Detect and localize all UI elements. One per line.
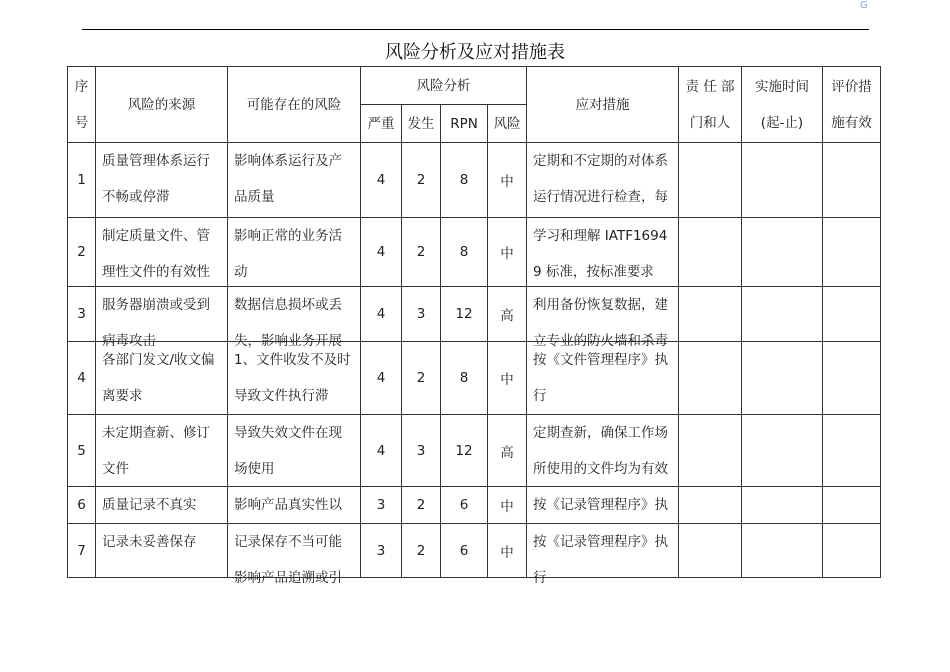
table-row xyxy=(68,524,881,578)
measures-cell xyxy=(527,524,679,586)
risk-source-cell xyxy=(96,524,228,578)
occurrence: 2 xyxy=(402,524,441,578)
risk-table xyxy=(67,66,881,586)
header-impl-time-line1: 实施时间 xyxy=(755,78,809,95)
risk-level: 高 xyxy=(488,415,527,487)
measures: 按《记录管理程序》执行 xyxy=(533,534,668,586)
evaluation xyxy=(823,342,881,415)
responsible xyxy=(679,487,742,524)
possible-risk-cell xyxy=(228,524,361,586)
possible-risk: 影响正常的业务活动 xyxy=(234,228,342,280)
rpn: 8 xyxy=(441,218,488,287)
possible-risk: 影响产品真实性以 xyxy=(234,497,342,513)
possible-risk-cell xyxy=(228,342,361,415)
row-number: 1 xyxy=(68,143,96,218)
implementation-time xyxy=(742,218,823,287)
implementation-time xyxy=(742,524,823,578)
risk-source-cell xyxy=(96,143,228,218)
header-risk-analysis: 风险分析 xyxy=(361,67,527,105)
implementation-time xyxy=(742,143,823,218)
implementation-time xyxy=(742,415,823,487)
rpn: 8 xyxy=(441,342,488,415)
measures: 学习和理解 IATF16949 标准，按标准要求 xyxy=(533,228,668,280)
rpn: 6 xyxy=(441,524,488,578)
row-number: 2 xyxy=(68,218,96,287)
header-evaluation-line2: 施有效 xyxy=(831,114,872,131)
header-measures: 应对措施 xyxy=(527,67,679,143)
responsible xyxy=(679,287,742,342)
measures-cell xyxy=(527,287,679,349)
header-row-1 xyxy=(68,67,881,105)
evaluation xyxy=(823,287,881,342)
header-evaluation xyxy=(823,67,881,143)
occurrence: 2 xyxy=(402,342,441,415)
risk-source-cell xyxy=(96,487,228,524)
measures-cell xyxy=(527,143,679,218)
occurrence: 3 xyxy=(402,287,441,342)
row-number: 3 xyxy=(68,287,96,342)
severity: 3 xyxy=(361,524,402,578)
header-impl-time-line2: (起-止) xyxy=(760,114,804,131)
header-risk: 风险 xyxy=(488,105,527,143)
implementation-time xyxy=(742,487,823,524)
evaluation xyxy=(823,487,881,524)
header-possible-risk: 可能存在的风险 xyxy=(228,67,361,143)
header-evaluation-line1: 评价措 xyxy=(831,78,872,95)
row-number: 6 xyxy=(68,487,96,524)
severity: 3 xyxy=(361,487,402,524)
table-row xyxy=(68,487,881,524)
page-title: 风险分析及应对措施表 xyxy=(385,42,565,63)
responsible xyxy=(679,143,742,218)
occurrence: 2 xyxy=(402,487,441,524)
risk-level: 中 xyxy=(488,218,527,287)
table-row xyxy=(68,415,881,487)
measures: 定期和不定期的对体系运行情况进行检查，每 xyxy=(533,153,668,205)
measures: 按《文件管理程序》执行 xyxy=(533,352,668,404)
row-number: 4 xyxy=(68,342,96,415)
measures-cell xyxy=(527,218,679,287)
table-row xyxy=(68,143,881,218)
possible-risk: 影响体系运行及产品质量 xyxy=(234,153,342,205)
top-rule xyxy=(82,29,869,30)
evaluation xyxy=(823,218,881,287)
possible-risk-cell xyxy=(228,218,361,287)
occurrence: 2 xyxy=(402,218,441,287)
risk-source: 记录未妥善保存 xyxy=(102,534,197,550)
measures-cell xyxy=(527,415,679,487)
measures: 定期查新，确保工作场所使用的文件均为有效 xyxy=(533,425,668,477)
evaluation xyxy=(823,415,881,487)
risk-source-cell xyxy=(96,287,228,349)
table-row xyxy=(68,342,881,415)
corner-mark: G xyxy=(860,0,868,11)
header-source: 风险的来源 xyxy=(96,67,228,143)
rpn: 8 xyxy=(441,143,488,218)
rpn: 6 xyxy=(441,487,488,524)
risk-level: 中 xyxy=(488,143,527,218)
severity: 4 xyxy=(361,415,402,487)
risk-source: 质量管理体系运行不畅或停滞 xyxy=(102,153,210,205)
table-row xyxy=(68,287,881,342)
possible-risk: 导致失效文件在现场使用 xyxy=(234,425,342,477)
risk-source: 服务器崩溃或受到病毒攻击 xyxy=(102,297,210,349)
possible-risk-cell xyxy=(228,143,361,218)
header-seq xyxy=(68,67,96,143)
header-responsible-line1: 责 任 部 xyxy=(685,78,735,95)
measures-cell xyxy=(527,342,679,415)
possible-risk-cell xyxy=(228,487,361,524)
severity: 4 xyxy=(361,287,402,342)
row-number: 7 xyxy=(68,524,96,578)
header-impl-time xyxy=(742,67,823,143)
severity: 4 xyxy=(361,218,402,287)
possible-risk-cell xyxy=(228,415,361,487)
possible-risk: 记录保存不当可能影响产品追溯或引 xyxy=(234,534,342,586)
table-row xyxy=(68,218,881,287)
occurrence: 2 xyxy=(402,143,441,218)
row-number: 5 xyxy=(68,415,96,487)
risk-source-cell xyxy=(96,415,228,487)
risk-source: 未定期查新、修订文件 xyxy=(102,425,210,477)
risk-source: 各部门发文/收文偏离要求 xyxy=(102,352,215,404)
evaluation xyxy=(823,524,881,578)
header-rpn: RPN xyxy=(441,105,488,143)
header-occurrence: 发生 xyxy=(402,105,441,143)
header-responsible xyxy=(679,67,742,143)
implementation-time xyxy=(742,342,823,415)
rpn: 12 xyxy=(441,415,488,487)
risk-source-cell xyxy=(96,218,228,287)
responsible xyxy=(679,342,742,415)
header-severity: 严重 xyxy=(361,105,402,143)
evaluation xyxy=(823,143,881,218)
measures-cell xyxy=(527,487,679,524)
severity: 4 xyxy=(361,342,402,415)
header-seq-line2: 号 xyxy=(74,114,89,131)
risk-level: 中 xyxy=(488,524,527,578)
occurrence: 3 xyxy=(402,415,441,487)
header-responsible-line2: 门和人 xyxy=(689,114,731,131)
rpn: 12 xyxy=(441,287,488,342)
implementation-time xyxy=(742,287,823,342)
severity: 4 xyxy=(361,143,402,218)
risk-source: 质量记录不真实 xyxy=(102,497,197,513)
possible-risk: 1、文件收发不及时导致文件执行滞 xyxy=(234,352,351,404)
possible-risk-cell xyxy=(228,287,361,349)
risk-level: 高 xyxy=(488,287,527,342)
responsible xyxy=(679,415,742,487)
responsible xyxy=(679,218,742,287)
header-seq-line1: 序 xyxy=(74,78,89,95)
responsible xyxy=(679,524,742,578)
risk-source: 制定质量文件、管理性文件的有效性 xyxy=(102,228,210,280)
risk-level: 中 xyxy=(488,342,527,415)
measures: 利用备份恢复数据，建立专业的防火墙和杀毒 xyxy=(533,297,668,349)
risk-source-cell xyxy=(96,342,228,415)
measures: 按《记录管理程序》执 xyxy=(533,497,668,513)
possible-risk: 数据信息损坏或丢失，影响业务开展 xyxy=(234,297,342,349)
risk-level: 中 xyxy=(488,487,527,524)
